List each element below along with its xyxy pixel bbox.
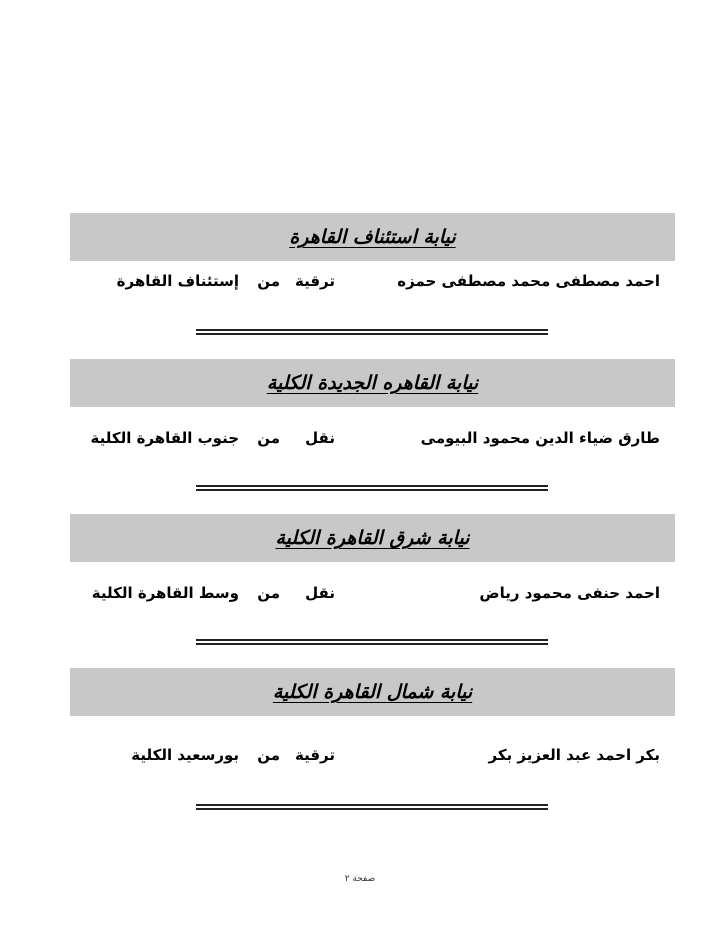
from-label: من: [257, 429, 280, 447]
section-header: [70, 359, 675, 407]
action-type: نقل: [305, 584, 335, 602]
origin-office: جنوب القاهرة الكلية: [90, 429, 239, 447]
section-title: نيابة شرق القاهرة الكلية: [275, 527, 470, 549]
action-type: ترقية: [294, 746, 335, 764]
person-name: احمد مصطفى محمد مصطفى حمزه: [397, 272, 660, 290]
section-title: نيابة القاهره الجديدة الكلية: [266, 372, 479, 394]
person-name: طارق ضياء الدين محمود البيومى: [420, 429, 660, 447]
person-name: بكر احمد عبد العزيز بكر: [488, 746, 660, 764]
section-title: نيابة استئناف القاهرة: [289, 226, 456, 248]
double-divider: [196, 485, 548, 491]
action-type: ترقية: [294, 272, 335, 290]
section-header: [70, 668, 675, 716]
entry-row: [70, 268, 675, 298]
from-label: من: [257, 746, 280, 764]
person-name: احمد حنفى محمود رياض: [479, 584, 660, 602]
from-label: من: [257, 272, 280, 290]
origin-office: بورسعيد الكلية: [131, 746, 239, 764]
section-header: [70, 514, 675, 562]
double-divider: [196, 329, 548, 335]
origin-office: وسط القاهرة الكلية: [91, 584, 239, 602]
action-type: نقل: [305, 429, 335, 447]
section-title: نيابة شمال القاهرة الكلية: [272, 681, 473, 703]
page-number: صفحة ٢: [344, 874, 376, 884]
entry-row: [70, 580, 675, 610]
entry-row: [70, 742, 675, 772]
double-divider: [196, 639, 548, 645]
section-header: [70, 213, 675, 261]
double-divider: [196, 804, 548, 810]
entry-row: [70, 425, 675, 455]
origin-office: إستئناف القاهرة: [116, 272, 239, 290]
from-label: من: [257, 584, 280, 602]
